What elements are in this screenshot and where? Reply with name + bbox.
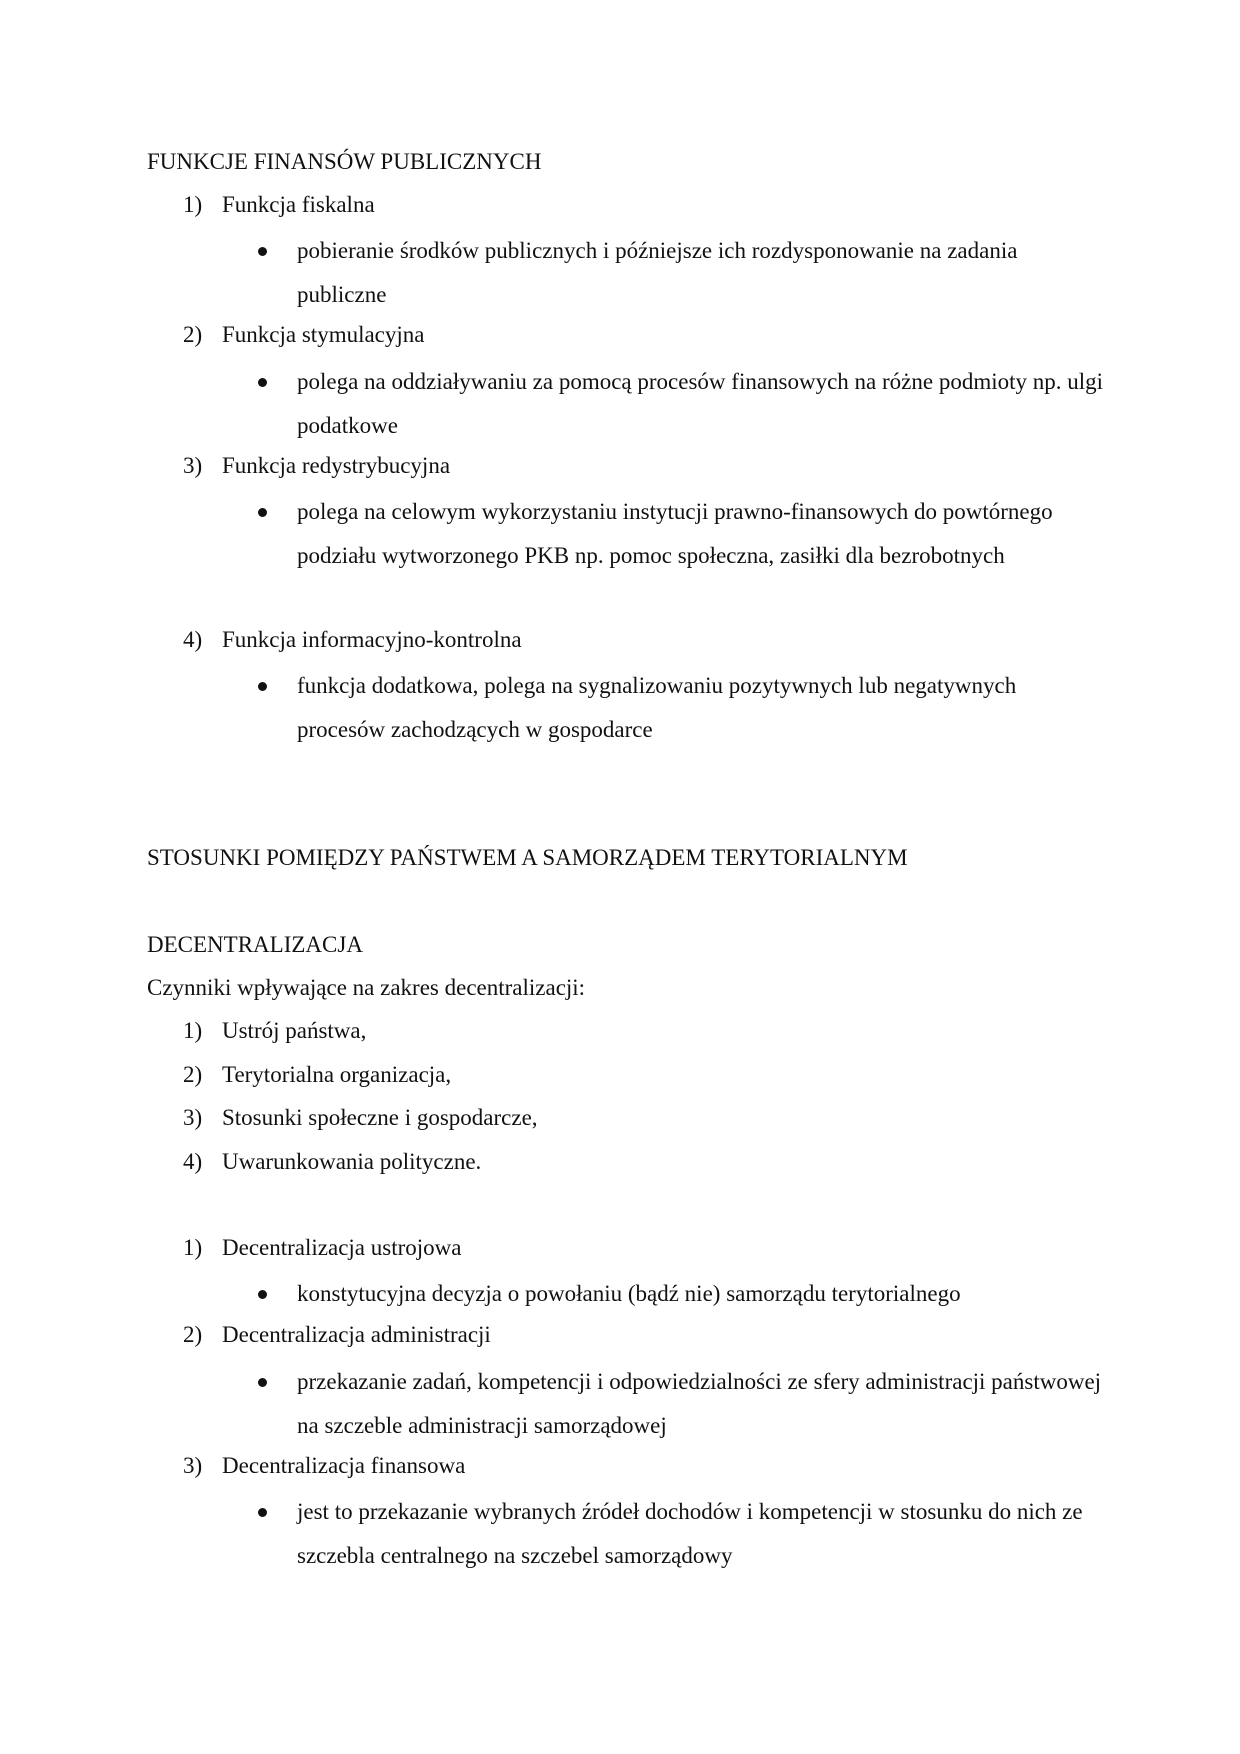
bullet-item bbox=[258, 366, 1108, 447]
bullet-text: polega na oddziaływaniu za pomocą procesów finansowych na różne podmioty np. ulgi podatkowe bbox=[297, 369, 1104, 438]
bullet-icon bbox=[258, 247, 267, 256]
bullet-text: konstytucyjna decyzja o powołaniu (bądź nie) samorządu terytorialnego bbox=[297, 1281, 961, 1306]
list-label: Decentralizacja administracji bbox=[222, 1322, 491, 1347]
list-item bbox=[183, 451, 450, 481]
bullet-text: funkcja dodatkowa, polega na sygnalizowaniu pozytywnych lub negatywnych procesów zachodzących w gospodarce bbox=[297, 673, 1017, 742]
section-title: STOSUNKI POMIĘDZY PAŃSTWEM A SAMORZĄDEM TERYTORIALNYM bbox=[147, 845, 908, 870]
list-label: Terytorialna organizacja, bbox=[222, 1062, 452, 1087]
list-number: 2) bbox=[183, 322, 203, 347]
bullet-icon bbox=[258, 1508, 267, 1517]
list-label: Funkcja fiskalna bbox=[222, 192, 375, 217]
list-item bbox=[183, 1060, 451, 1090]
bullet-text: pobieranie środków publicznych i późniejsze ich rozdysponowanie na zadania publiczne bbox=[297, 238, 1018, 307]
list-number: 3) bbox=[183, 1453, 203, 1478]
list-number: 3) bbox=[183, 453, 203, 478]
bullet-item bbox=[258, 1496, 1108, 1577]
bullet-icon bbox=[258, 378, 267, 387]
bullet-text: polega na celowym wykorzystaniu instytucji prawno-finansowych do powtórnego podziału wytworzonego PKB np. pomoc społeczna, zasiłki dla bezrobotnych bbox=[297, 499, 1053, 568]
list-label: Funkcja redystrybucyjna bbox=[222, 453, 451, 478]
list-number: 3) bbox=[183, 1105, 203, 1130]
bullet-icon bbox=[258, 1290, 267, 1299]
list-item bbox=[183, 1320, 491, 1350]
list-item bbox=[183, 190, 375, 220]
list-item bbox=[183, 1233, 461, 1263]
list-label: Decentralizacja finansowa bbox=[222, 1453, 466, 1478]
list-item bbox=[183, 1147, 481, 1177]
bullet-icon bbox=[258, 508, 267, 517]
list-item bbox=[183, 320, 425, 350]
bullet-text: przekazanie zadań, kompetencji i odpowiedzialności ze sfery administracji państwowej na szczeble administracji samorządowej bbox=[297, 1369, 1102, 1438]
list-number: 4) bbox=[183, 1149, 203, 1174]
list-label: Decentralizacja ustrojowa bbox=[222, 1235, 462, 1260]
list-label: Funkcja stymulacyjna bbox=[222, 322, 425, 347]
list-item bbox=[183, 1103, 538, 1133]
list-label: Uwarunkowania polityczne. bbox=[222, 1149, 482, 1174]
list-label: Stosunki społeczne i gospodarcze, bbox=[222, 1105, 538, 1130]
list-label: Ustrój państwa, bbox=[222, 1018, 367, 1043]
bullet-text: jest to przekazanie wybranych źródeł dochodów i kompetencji w stosunku do nich ze szczebla centralnego na szczebel samorządowy bbox=[297, 1499, 1083, 1568]
list-label: Funkcja informacyjno-kontrolna bbox=[222, 627, 522, 652]
bullet-icon bbox=[258, 1378, 267, 1387]
list-number: 2) bbox=[183, 1062, 203, 1087]
bullet-item bbox=[258, 1278, 1108, 1316]
subsection-title: DECENTRALIZACJA bbox=[147, 932, 363, 957]
list-item bbox=[183, 625, 522, 655]
bullet-item bbox=[258, 496, 1108, 577]
list-item bbox=[183, 1451, 465, 1481]
list-number: 1) bbox=[183, 1235, 203, 1260]
bullet-item bbox=[258, 235, 1108, 316]
bullet-item bbox=[258, 670, 1108, 751]
list-number: 2) bbox=[183, 1322, 203, 1347]
list-number: 1) bbox=[183, 192, 203, 217]
list-number: 4) bbox=[183, 627, 203, 652]
bullet-icon bbox=[258, 682, 267, 691]
intro-text: Czynniki wpływające na zakres decentralizacji: bbox=[147, 975, 586, 1000]
section-title: FUNKCJE FINANSÓW PUBLICZNYCH bbox=[147, 149, 542, 174]
bullet-item bbox=[258, 1366, 1108, 1447]
list-number: 1) bbox=[183, 1018, 203, 1043]
list-item bbox=[183, 1016, 366, 1046]
